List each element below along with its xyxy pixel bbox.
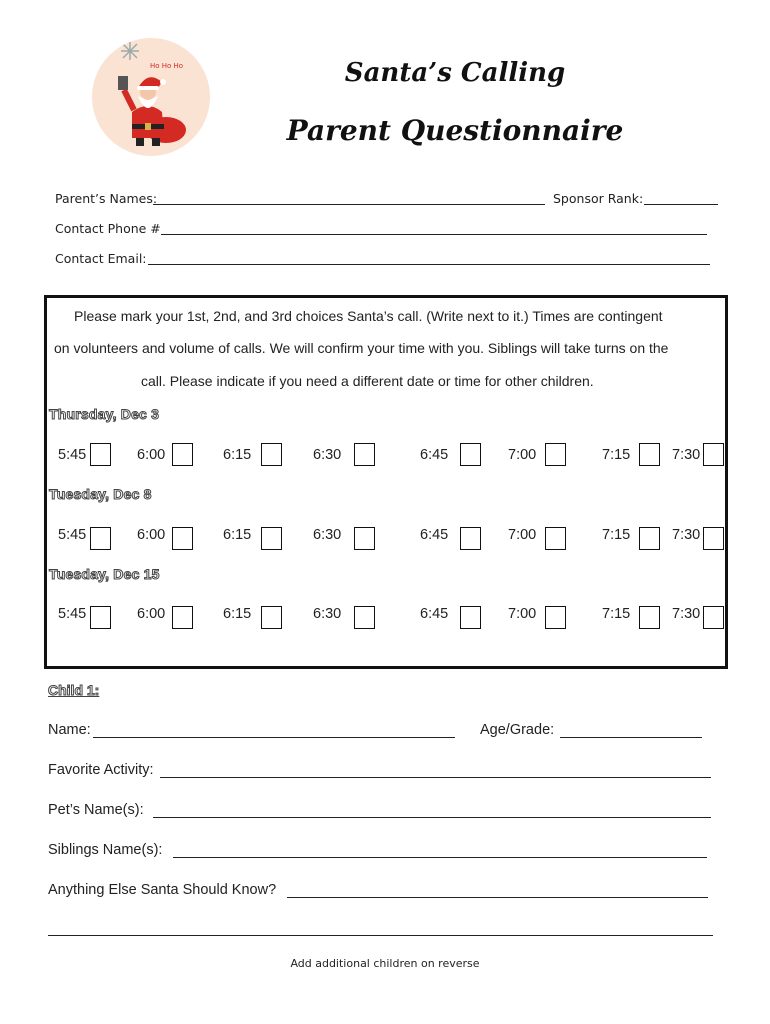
time-slot-checkbox[interactable] — [172, 606, 193, 629]
time-slot-checkbox[interactable] — [460, 527, 481, 550]
time-slot-label: 6:00 — [137, 527, 166, 543]
page-subtitle: Parent Questionnaire — [286, 114, 624, 147]
time-slot-checkbox[interactable] — [703, 443, 724, 466]
time-slot-checkbox[interactable] — [172, 527, 193, 550]
schedule-intro-line-1: Please mark your 1st, 2nd, and 3rd choices Santa’s call. (Write next to it.) Times are contingent — [74, 308, 663, 324]
time-slot-label: 5:45 — [58, 606, 87, 622]
child-age-field[interactable] — [560, 737, 702, 738]
sponsor-rank-label: Sponsor Rank: — [553, 191, 644, 206]
time-slot-checkbox[interactable] — [545, 606, 566, 629]
anything-else-field-line-2[interactable] — [48, 935, 713, 936]
time-slot-checkbox[interactable] — [703, 606, 724, 629]
time-slot-checkbox[interactable] — [460, 443, 481, 466]
time-slot-label: 6:15 — [223, 606, 252, 622]
time-slot-label: 6:00 — [137, 447, 166, 463]
time-slot-label: 7:15 — [602, 447, 631, 463]
time-slot-label: 6:15 — [223, 527, 252, 543]
pets-name-label: Pet’s Name(s): — [48, 802, 144, 818]
sponsor-rank-field[interactable] — [644, 204, 718, 205]
footer-note: Add additional children on reverse — [290, 957, 480, 970]
time-slot-checkbox[interactable] — [639, 527, 660, 550]
time-slot-checkbox[interactable] — [261, 443, 282, 466]
time-slot-checkbox[interactable] — [90, 443, 111, 466]
time-slot-label: 6:45 — [420, 447, 449, 463]
time-slot-checkbox[interactable] — [261, 527, 282, 550]
time-slot-label: 6:00 — [137, 606, 166, 622]
parents-names-label: Parent’s Names: — [55, 191, 158, 206]
time-slot-label: 5:45 — [58, 447, 87, 463]
time-slot-label: 7:30 — [672, 527, 701, 543]
contact-phone-field[interactable] — [161, 234, 707, 235]
schedule-intro-line-2: on volunteers and volume of calls. We will confirm your time with you. Siblings will take turns on the — [54, 340, 669, 356]
time-slot-label: 6:45 — [420, 527, 449, 543]
time-slot-label: 7:15 — [602, 606, 631, 622]
time-slot-checkbox[interactable] — [703, 527, 724, 550]
time-slot-label: 6:30 — [313, 527, 342, 543]
favorite-activity-field[interactable] — [160, 777, 711, 778]
contact-phone-label: Contact Phone # — [55, 221, 161, 236]
time-slot-label: 6:15 — [223, 447, 252, 463]
child-age-label: Age/Grade: — [480, 722, 555, 738]
svg-text:Ho Ho Ho: Ho Ho Ho — [150, 62, 184, 70]
time-slot-checkbox[interactable] — [90, 527, 111, 550]
time-slot-label: 7:00 — [508, 447, 537, 463]
time-slot-label: 7:30 — [672, 606, 701, 622]
contact-email-label: Contact Email: — [55, 251, 147, 266]
favorite-activity-label: Favorite Activity: — [48, 762, 154, 778]
time-slot-label: 5:45 — [58, 527, 87, 543]
time-slot-label: 7:15 — [602, 527, 631, 543]
child-name-label: Name: — [48, 722, 91, 738]
time-slot-checkbox[interactable] — [354, 606, 375, 629]
time-slot-label: 7:00 — [508, 606, 537, 622]
time-slot-checkbox[interactable] — [261, 606, 282, 629]
time-slot-checkbox[interactable] — [639, 606, 660, 629]
time-slot-checkbox[interactable] — [90, 606, 111, 629]
time-slot-checkbox[interactable] — [354, 443, 375, 466]
time-slot-label: 7:30 — [672, 447, 701, 463]
anything-else-field[interactable] — [287, 897, 708, 898]
child-heading: Child 1: — [48, 682, 100, 698]
anything-else-label: Anything Else Santa Should Know? — [48, 882, 277, 898]
time-slot-label: 7:00 — [508, 527, 537, 543]
time-slot-label: 6:45 — [420, 606, 449, 622]
time-slot-checkbox[interactable] — [545, 527, 566, 550]
day-label: Tuesday, Dec 8 — [49, 486, 152, 502]
page-title: Santa’s Calling — [344, 58, 566, 88]
time-slot-label: 6:30 — [313, 606, 342, 622]
time-slot-checkbox[interactable] — [172, 443, 193, 466]
time-slot-checkbox[interactable] — [545, 443, 566, 466]
pets-name-field[interactable] — [153, 817, 711, 818]
time-slot-checkbox[interactable] — [639, 443, 660, 466]
child-name-field[interactable] — [93, 737, 455, 738]
time-slot-checkbox[interactable] — [354, 527, 375, 550]
time-slot-label: 6:30 — [313, 447, 342, 463]
day-label: Thursday, Dec 3 — [49, 406, 160, 422]
contact-email-field[interactable] — [148, 264, 710, 265]
day-label: Tuesday, Dec 15 — [49, 566, 160, 582]
time-slot-checkbox[interactable] — [460, 606, 481, 629]
siblings-name-label: Siblings Name(s): — [48, 842, 163, 858]
siblings-name-field[interactable] — [173, 857, 707, 858]
parents-names-field[interactable] — [153, 204, 545, 205]
schedule-intro-line-3: call. Please indicate if you need a different date or time for other children. — [141, 373, 594, 389]
